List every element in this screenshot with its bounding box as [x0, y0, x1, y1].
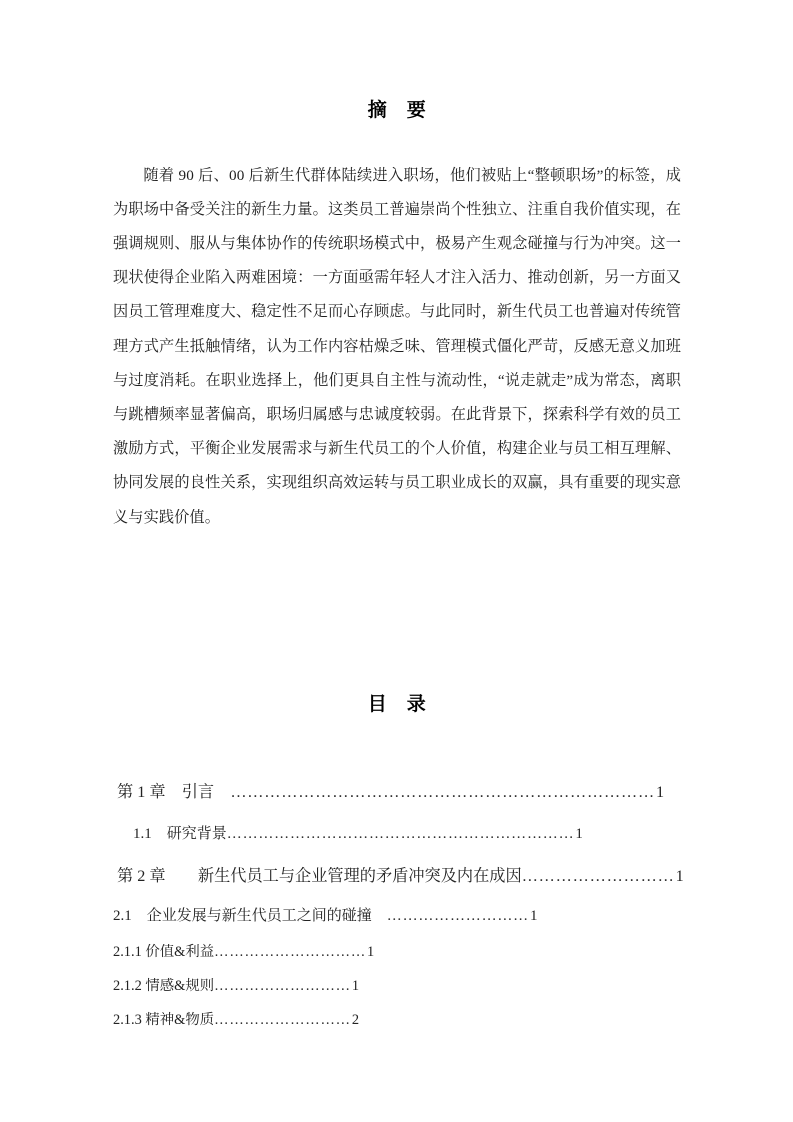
toc-entry-label: 第 1 章 引言: [117, 782, 231, 801]
toc-entry[interactable]: [113, 897, 681, 935]
toc-leader-dots: ………………………: [521, 866, 675, 885]
toc-entry[interactable]: [113, 1003, 681, 1037]
toc-entry[interactable]: [113, 935, 681, 969]
toc-entry-label: 第 2 章 新生代员工与企业管理的矛盾冲突及内在成因: [117, 866, 522, 885]
toc-leader-dots: ………………………: [214, 1011, 351, 1028]
toc-entry-page-number: 1: [656, 782, 665, 801]
toc-entry[interactable]: [117, 855, 684, 897]
table-of-contents-heading: 目 录: [367, 694, 427, 715]
toc-leader-dots: ………………………: [214, 977, 351, 994]
toc-entry-label: 1.1 研究背景: [133, 825, 227, 842]
toc-entry-page-number: 1: [529, 907, 538, 924]
toc-leader-dots: …………………………………………………………: [226, 825, 575, 842]
toc-entry-label: 2.1 企业发展与新生代员工之间的碰撞: [113, 907, 387, 924]
abstract-heading: 摘 要: [367, 100, 427, 121]
abstract-section: [113, 98, 681, 535]
toc-entry-label: 2.1.1 价值&利益: [113, 943, 215, 960]
toc-entry-page-number: 1: [675, 866, 684, 885]
toc-entry[interactable]: [133, 813, 681, 855]
toc-leader-dots: …………………………: [214, 943, 367, 960]
toc-entry-page-number: 1: [351, 977, 360, 994]
toc-entry-label: 2.1.3 精神&物质: [113, 1011, 215, 1028]
table-of-contents-section: [113, 692, 684, 1037]
table-of-contents-list: [113, 771, 684, 1037]
toc-entry-label: 2.1.2 情感&规则: [113, 977, 215, 994]
toc-entry-page-number: 1: [367, 943, 375, 960]
toc-entry[interactable]: [117, 771, 681, 813]
abstract-body-paragraph: 随着 90 后、00 后新生代群体陆续进入职场，他们被贴上“整顿职场”的标签，成为职场中备受关注的新生力量。这类员工普遍崇尚个性独立、注重自我价值实现，在强调规则、服从与集体协作的传统职场模式中，极易产生观念碰撞与行为冲突。这一现状使得企业陷入两难困境：一方面亟需年轻人才注入活力、推动创新，另一方面又因员工管理难度大、稳定性不足而心存顾虑。与此同时，新生代员工也普遍对传统管理方式产生抵触情绪，认为工作内容枯燥乏味、管理模式僵化严苛，反感无意义加班与过度消耗。在职业选择上，他们更具自主性与流动性，“说走就走”成为常态，离职与跳槽频率显著偏高，职场归属感与忠诚度较弱。在此背景下，探索科学有效的员工激励方式，平衡企业发展需求与新生代员工的个人价值，构建企业与员工相互理解、协同发展的良性关系，实现组织高效运转与员工职业成长的双赢，具有重要的现实意义与实践价值。: [113, 166, 681, 526]
toc-entry-page-number: 2: [351, 1011, 360, 1028]
toc-leader-dots: ………………………: [386, 907, 529, 924]
toc-leader-dots: …………………………………………………………………: [230, 782, 655, 801]
toc-entry[interactable]: [113, 969, 681, 1003]
toc-entry-page-number: 1: [575, 825, 583, 842]
